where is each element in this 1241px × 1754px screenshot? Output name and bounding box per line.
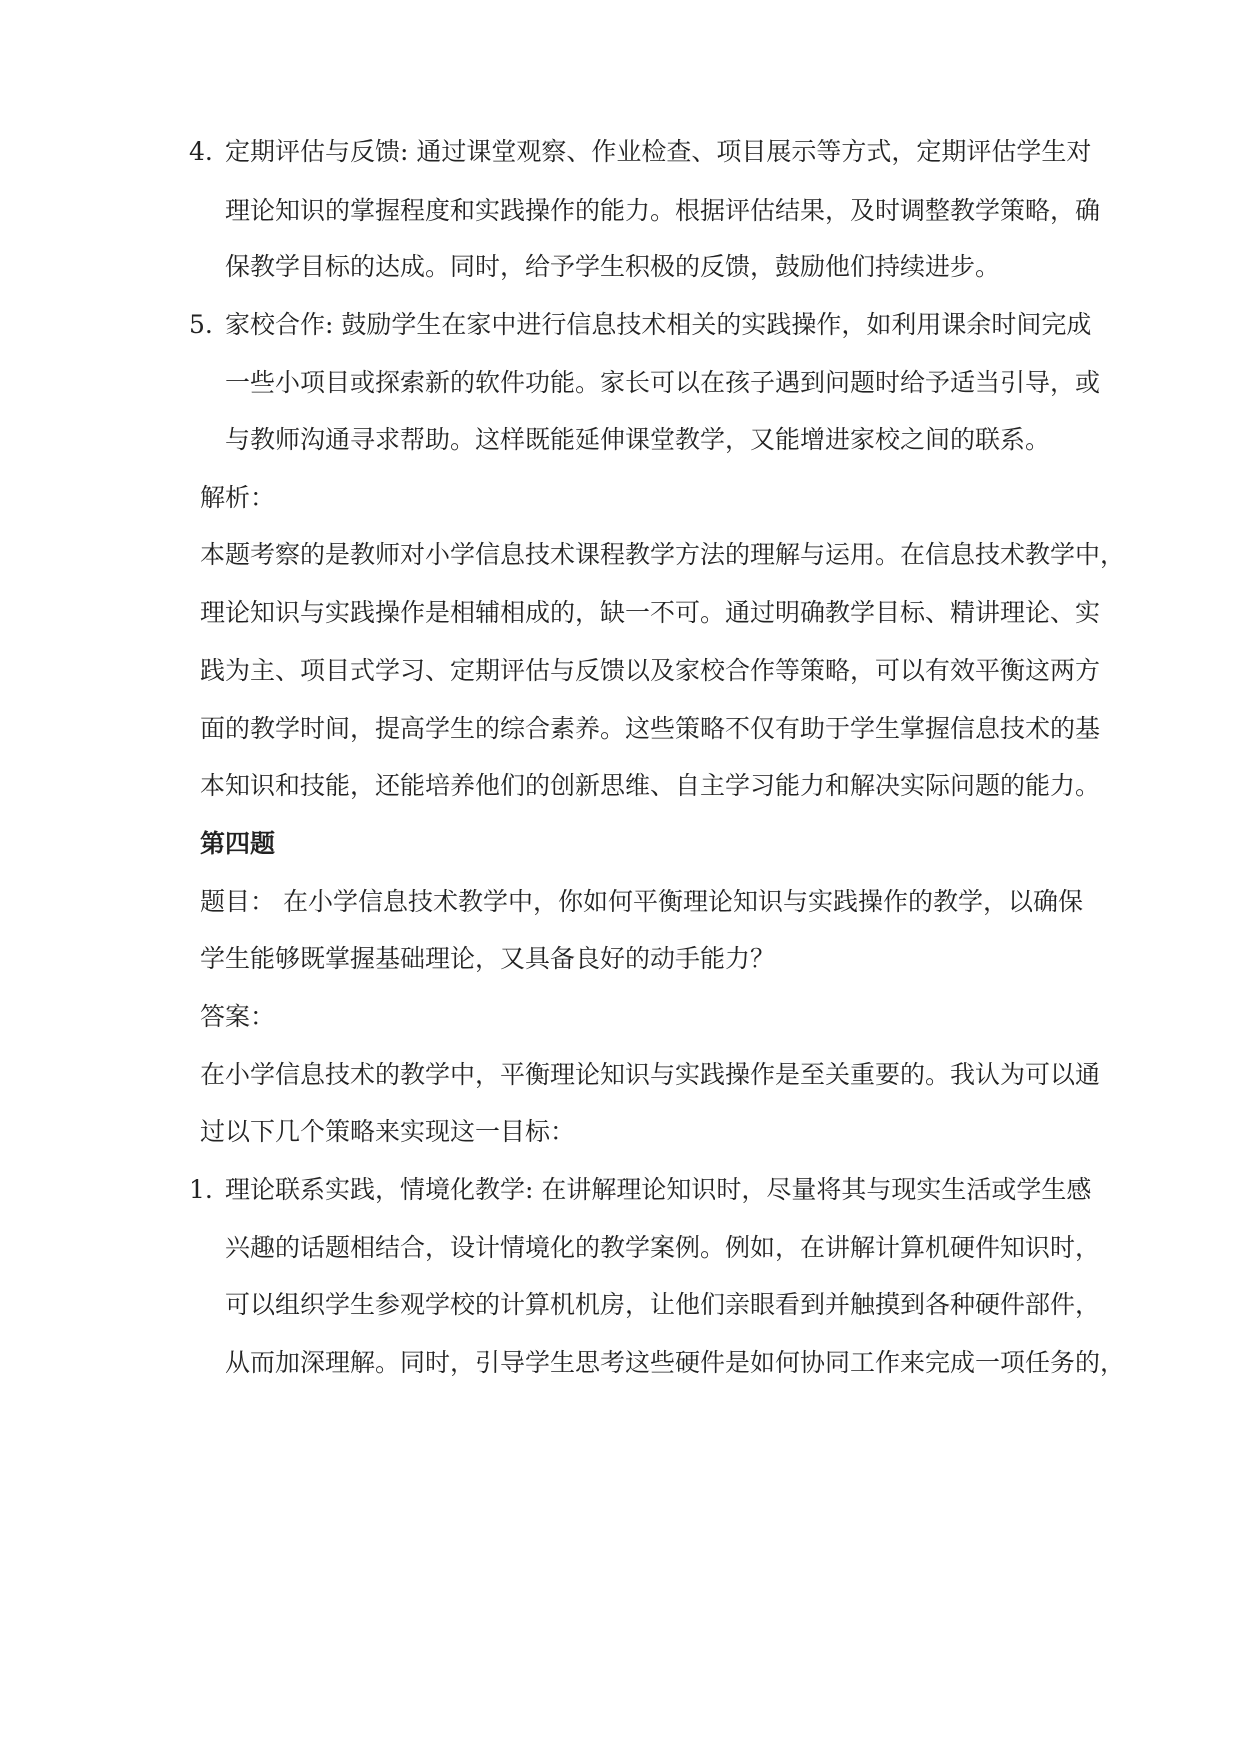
list-item-text-line: 可以组织学生参观学校的计算机机房，让他们亲眼看到并触摸到各种硬件部件， <box>225 1290 1101 1319</box>
analysis-text-line: 本题考察的是教师对小学信息技术课程教学方法的理解与运用。在信息技术教学中， <box>200 540 1126 569</box>
list-item-text-line: 兴趣的话题相结合，设计情境化的教学案例。例如，在讲解计算机硬件知识时， <box>225 1233 1101 1262</box>
list-item-text-line: 与教师沟通寻求帮助。这样既能延伸课堂教学，又能增进家校之间的联系。 <box>225 425 1051 454</box>
list-item-text-line: 家校合作: 鼓励学生在家中进行信息技术相关的实践操作，如利用课余时间完成 <box>225 310 1092 339</box>
answer-text-line: 过以下几个策略来实现这一目标： <box>200 1117 576 1146</box>
list-item-number: 5. <box>189 310 213 339</box>
list-item-text-line: 理论知识的掌握程度和实践操作的能力。根据评估结果，及时调整教学策略，确 <box>225 196 1101 225</box>
analysis-text-line: 本知识和技能，还能培养他们的创新思维、自主学习能力和解决实际问题的能力。 <box>200 771 1101 800</box>
list-item-number: 1. <box>189 1175 213 1204</box>
question-text-line: 题目： 在小学信息技术教学中，你如何平衡理论知识与实践操作的教学，以确保 <box>200 887 1083 916</box>
list-item-text-line: 定期评估与反馈: 通过课堂观察、作业检查、项目展示等方式，定期评估学生对 <box>225 137 1092 166</box>
analysis-text-line: 践为主、项目式学习、定期评估与反馈以及家校合作等策略，可以有效平衡这两方 <box>200 656 1101 685</box>
answer-text-line: 在小学信息技术的教学中，平衡理论知识与实践操作是至关重要的。我认为可以通 <box>200 1060 1101 1089</box>
section-heading: 第四题 <box>200 829 276 858</box>
list-item-text-line: 从而加深理解。同时，引导学生思考这些硬件是如何协同工作来完成一项任务的， <box>225 1348 1126 1377</box>
analysis-label: 解析： <box>200 483 276 512</box>
question-text-line: 学生能够既掌握基础理论，又具备良好的动手能力？ <box>200 944 776 973</box>
answer-label: 答案： <box>200 1002 276 1031</box>
analysis-text-line: 理论知识与实践操作是相辅相成的，缺一不可。通过明确教学目标、精讲理论、实 <box>200 598 1101 627</box>
list-item-text-line: 保教学目标的达成。同时，给予学生积极的反馈，鼓励他们持续进步。 <box>225 252 1001 281</box>
list-item-text-line: 一些小项目或探索新的软件功能。家长可以在孩子遇到问题时给予适当引导，或 <box>225 368 1101 397</box>
list-item-text-line: 理论联系实践，情境化教学: 在讲解理论知识时，尽量将其与现实生活或学生感 <box>225 1175 1092 1204</box>
analysis-text-line: 面的教学时间，提高学生的综合素养。这些策略不仅有助于学生掌握信息技术的基 <box>200 714 1101 743</box>
list-item-number: 4. <box>189 137 213 166</box>
